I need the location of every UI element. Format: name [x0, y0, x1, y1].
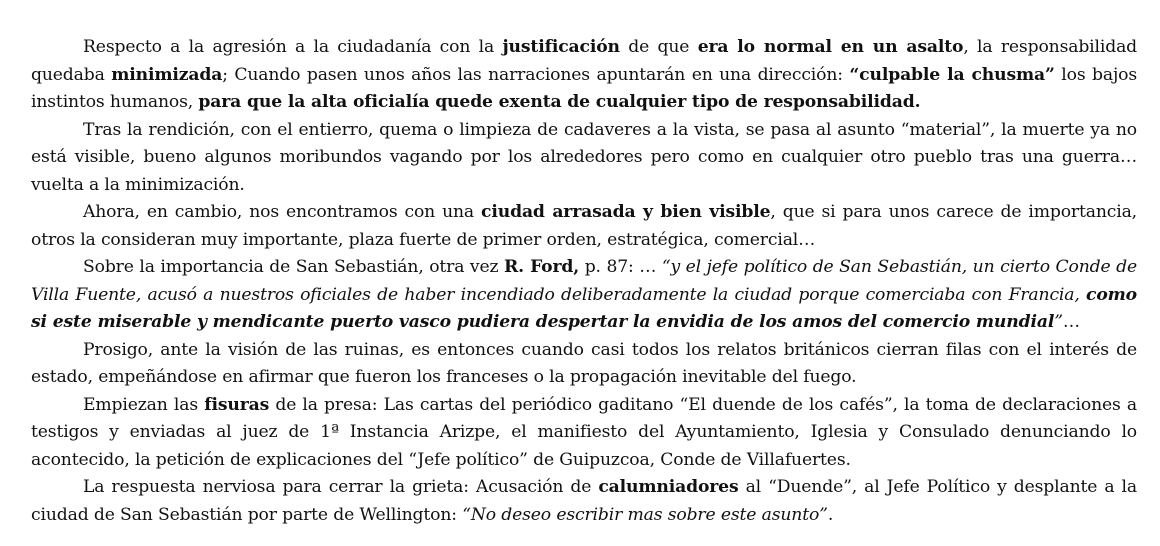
bold-run: fisuras: [204, 394, 270, 415]
quote-bold-italic-run: como si este miserable y mendicante puerto vasco pudiera despertar la envidia de los amos del comercio mundial: [31, 284, 1137, 332]
text-run: …: [1062, 312, 1080, 332]
paragraph-2: [31, 117, 1137, 200]
bold-run: “culpable la chusma”: [849, 64, 1055, 85]
quote-italic-run: “No deseo escribir mas sobre este asunto”: [462, 504, 828, 525]
bold-run: era lo normal en un asalto: [697, 37, 964, 57]
bold-run: minimizada: [111, 64, 223, 85]
bold-run: ciudad arrasada y bien visible: [481, 202, 771, 222]
text-run: Empiezan las: [83, 394, 205, 415]
text-run: al “Duende”, al Jefe Político y desplante a la ciudad de San Sebastián por parte de Wellington:: [31, 477, 1137, 525]
bold-run: para que la alta oficialía quede exenta de cualquier tipo de responsabilidad.: [198, 92, 921, 112]
paragraph-4: [31, 254, 1137, 337]
paragraph-1: [31, 34, 1137, 117]
text-run: Tras la rendición, con el entierro, quema o limpieza de cadaveres a la vista, se pasa al asunto “material”, la muerte ya no está visible, bueno algunos moribundos vagando por los alrededores pero como en cualquier otro pueblo tras una guerra… vuelta a la minimización.: [31, 119, 1137, 195]
text-run: Ahora, en cambio, nos encontramos con una: [83, 202, 482, 222]
bold-run: justificación: [502, 37, 620, 57]
quote-italic-run: “y el jefe político de San Sebastián, un cierto Conde de Villa Fuente, acusó a nuestros oficiales de haber incendiado deliberadamente la ciudad porque comerciaba con Francia,: [31, 257, 1137, 305]
text-run: , la responsabilidad quedaba: [31, 37, 1138, 85]
paragraph-5: [31, 337, 1137, 392]
document-body: [31, 34, 1137, 529]
text-run: Prosigo, ante la visión de las ruinas, es entonces cuando casi todos los relatos británicos cierran filas con el interés de estado, empeñándose en afirmar que fueron los franceses o la propagación inevitable del fuego.: [31, 339, 1137, 387]
text-run: los bajos instintos humanos,: [31, 64, 1137, 112]
text-run: p. 87: …: [579, 257, 662, 277]
paragraph-3: [31, 199, 1137, 254]
quote-close-mark: ”: [1054, 312, 1063, 332]
paragraph-7: [31, 474, 1137, 529]
bold-run: calumniadores: [598, 477, 739, 497]
text-run: , que si para unos carece de importancia, otros la consideran muy importante, plaza fuerte de primer orden, estratégica, comercial…: [31, 202, 1138, 250]
text-run: de la presa: Las cartas del periódico gaditano “El duende de los cafés”, la toma de declaraciones a testigos y enviadas al juez de 1ª Instancia Arizpe, el manifiesto del Ayuntamiento, Iglesia y Consulado denunciando lo acontecido, la petición de explicaciones del “Jefe político” de Guipuzcoa, Conde de Villafuertes.: [31, 394, 1138, 470]
text-run: Sobre la importancia de San Sebastián, otra vez: [83, 257, 504, 277]
text-run: Respecto a la agresión a la ciudadanía con la: [83, 37, 503, 57]
text-run: .: [827, 504, 834, 525]
author-name: R. Ford,: [504, 257, 580, 277]
text-run: La respuesta nerviosa para cerrar la grieta: Acusación de: [83, 477, 599, 497]
text-run: de que: [619, 37, 698, 57]
paragraph-6: [31, 392, 1137, 475]
text-run: ; Cuando pasen unos años las narraciones apuntarán en una dirección:: [222, 64, 850, 85]
